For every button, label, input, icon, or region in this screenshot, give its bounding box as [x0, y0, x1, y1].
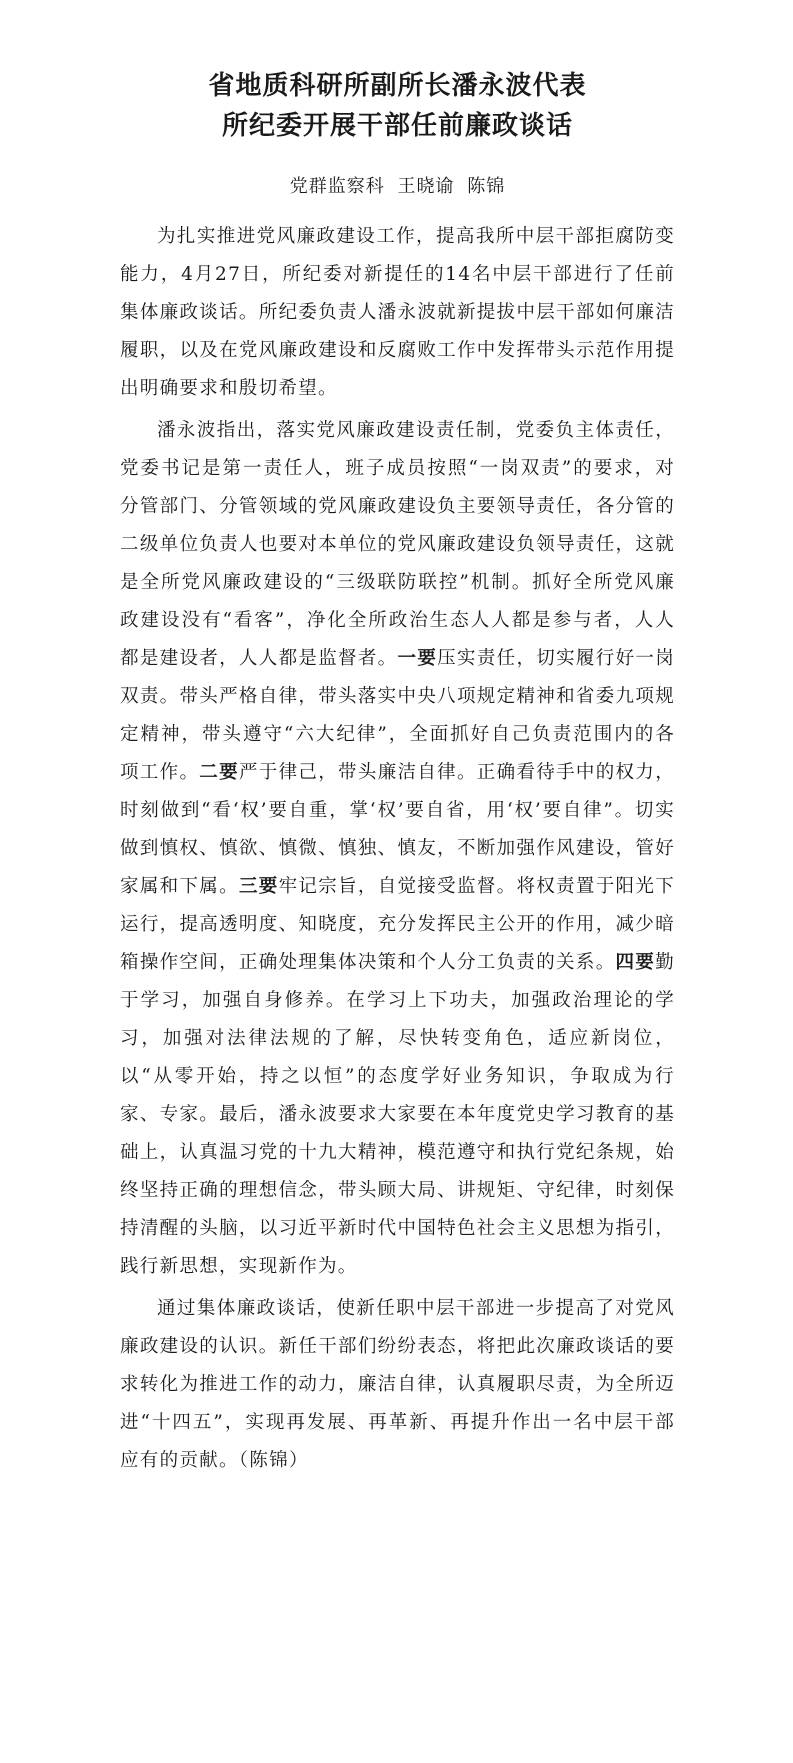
- paragraph-2-point-1: 压实责任，切实履行好一岗双责。带头严格自律，带头落实中央八项规定精神和省委九项规定精神，带头遵守“六大纪律”，全面抓好自己负责范围内的各项工作。: [120, 648, 676, 783]
- article-title: [120, 66, 675, 146]
- title-line-2: 所纪委开展干部任前廉政谈话: [221, 111, 573, 141]
- emphasis-third: 三要: [238, 876, 279, 897]
- emphasis-fourth: 四要: [615, 952, 656, 973]
- byline-author: 王晓谕: [397, 176, 455, 197]
- emphasis-second: 二要: [199, 762, 239, 783]
- byline: [120, 172, 675, 198]
- paragraph-2-intro: 潘永波指出，落实党风廉政建设责任制，党委负主体责任，党委书记是第一责任人，班子成员按照“一岗双责”的要求，对分管部门、分管领域的党风廉政建设负主要领导责任，各分管的二级单位负责人也要对本单位的党风廉政建设负领导责任，这就是全所党风廉政建设的“三级联防联控”机制。抓好全所党风廉政建设没有“看客”，净化全所政治生态人人都是参与者，人人都是建设者，人人都是监督者。: [120, 420, 675, 669]
- byline-department: 党群监察科: [289, 176, 385, 197]
- paragraph-2-point-4: 勤于学习，加强自身修养。在学习上下功夫，加强政治理论的学习，加强对法律法规的了解，尽快转变角色，适应新岗位，以“从零开始，持之以恒”的态度学好业务知识，争取成为行家、专家。最后，潘永波要求大家要在本年度党史学习教育的基础上，认真温习党的十九大精神，模范遵守和执行党纪条规，始终坚持正确的理想信念，带头顾大局、讲规矩、守纪律，时刻保持清醒的头脑，以习近平新时代中国特色社会主义思想为指引，践行新思想，实现新作为。: [120, 952, 675, 1277]
- paragraph-2: [120, 412, 675, 1286]
- article-body: [120, 218, 675, 1480]
- paragraph-2-point-3: 牢记宗旨，自觉接受监督。将权责置于阳光下运行，提高透明度、知晓度，充分发挥民主公开的作用，减少暗箱操作空间，正确处理集体决策和个人分工负责的关系。: [120, 876, 675, 973]
- paragraph-1: 为扎实推进党风廉政建设工作，提高我所中层干部拒腐防变能力，4月27日，所纪委对新提任的14名中层干部进行了任前集体廉政谈话。所纪委负责人潘永波就新提拔中层干部如何廉洁履职，以及在党风廉政建设和反腐败工作中发挥带头示范作用提出明确要求和殷切希望。: [120, 226, 675, 399]
- paragraph-2-point-2: 严于律己，带头廉洁自律。正确看待手中的权力，时刻做到“看‘权’要自重，掌‘权’要自省，用‘权’要自律”。切实做到慎权、慎欲、慎微、慎独、慎友，不断加强作风建设，管好家属和下属。: [120, 762, 676, 897]
- paragraph-3: 通过集体廉政谈话，使新任职中层干部进一步提高了对党风廉政建设的认识。新任干部们纷纷表态，将把此次廉政谈话的要求转化为推进工作的动力，廉洁自律，认真履职尽责，为全所迈进“十四五”，实现再发展、再革新、再提升作出一名中层干部应有的贡献。（陈锦）: [120, 1298, 675, 1471]
- byline-author: 陈锦: [467, 176, 506, 197]
- emphasis-first: 一要: [397, 648, 438, 669]
- title-line-1: 省地质科研所副所长潘永波代表: [208, 71, 587, 101]
